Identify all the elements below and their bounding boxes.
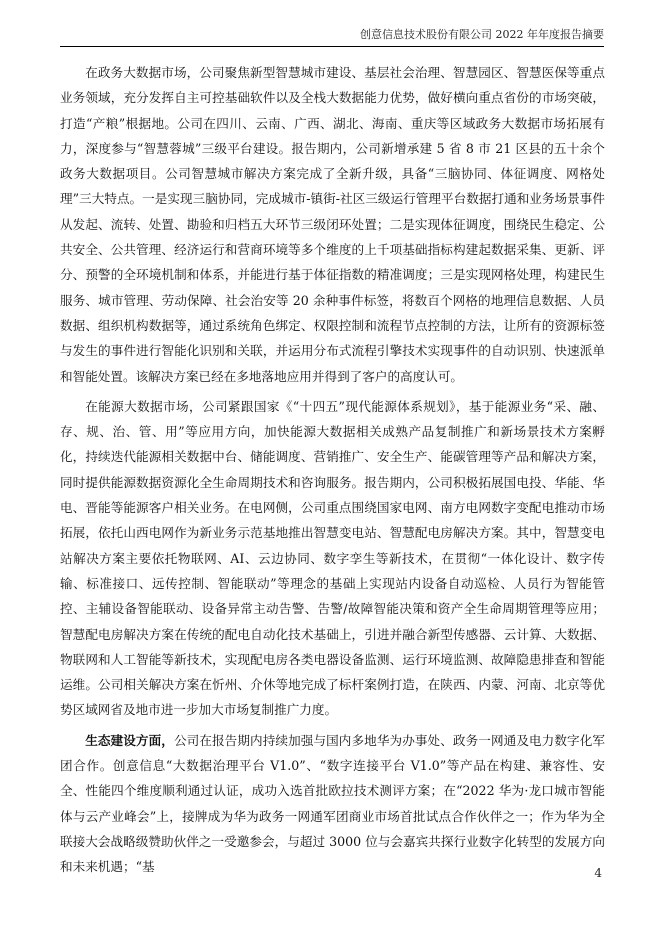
paragraph-text: 在政务大数据市场，公司聚焦新型智慧城市建设、基层社会治理、智慧园区、智慧医保等重点业务领域，充分发挥自主可控基础软件以及全栈大数据能力优势，做好横向重点省份的市场突破，打造“产粮”根据地。公司在四川、云南、广西、湖北、海南、重庆等区域政务大数据市场拓展有力，深度参与“智慧蓉城”三级平台建设。报告期内，公司新增承建 5 省 8 市 21 区县的五十余个政务大数据项目。公司智慧城市解决方案完成了全新升级，具备“三脑协同、体征调度、网格处理”三大特点。一是实现三脑协同，完成城市-镇街-社区三级运行管理平台数据打通和业务场景事件从发起、流转、处置、勘验和归档五大环节三级闭环处置；二是实现体征调度，围绕民生稳定、公共安全、公共管理、经济运行和营商环境等多个维度的上千项基础指标构建起数据采集、更新、评分、预警的全环境机制和体系，并能进行基于体征指数的精准调度；三是实现网格处理，构建民生服务、城市管理、劳动保障、社会治安等 20 余种事件标签，将数百个网格的地理信息数据、人员数据、组织机构数据等，通过系统角色绑定、权限控制和流程节点控制的方法，让所有的资源标签与发生的事件进行智能化识别和关联，并运用分布式流程引擎技术实现事件的自动识别、快速派单和智能处置。该解决方案已经在多地落地应用并得到了客户的高度认可。 [60, 65, 605, 384]
paragraph-government-big-data [60, 60, 605, 389]
paragraph-text: 在能源大数据市场，公司紧跟国家《“十四五”现代能源体系规划》，基于能源业务“采、融、存、规、治、管、用”等应用方向，加快能源大数据相关成熟产品复制推广和新场景技术方案孵化，持续迭代能源相关数据中台、储能调度、营销推广、安全生产、能碳管理等产品和解决方案，同时提供能源数据资源化全生命周期技术和咨询服务。报告期内，公司积极拓展国电投、华能、华电、晋能等能源客户相关业务。在电网侧，公司重点围绕国家电网、南方电网数字变配电推动市场拓展，依托山西电网作为新业务示范基地推出智慧变电站、智慧配电房解决方案。其中，智慧变电站解决方案主要依托物联网、AI、云边协同、数字孪生等新技术，在贯彻“一体化设计、数字传输、标准接口、远传控制、智能联动”等理念的基础上实现站内设备自动巡检、人员行为智能管控、主辅设备智能联动、设备异常主动告警、告警/故障智能决策和资产全生命周期管理等应用；智慧配电房解决方案在传统的配电自动化技术基础上，引进并融合新型传感器、云计算、大数据、物联网和人工智能等新技术，实现配电房各类电器设备监测、运行环境监测、故障隐患排查和智能运维。公司相关解决方案在忻州、介休等地完成了标杆案例打造，在陕西、内蒙、河南、北京等优势区域网省及地市进一步加大市场复制推广力度。 [60, 398, 605, 718]
page-number: 4 [594, 866, 602, 880]
header-title: 创意信息技术股份有限公司 2022 年年度报告摘要 [360, 28, 604, 41]
page-header [60, 26, 604, 47]
paragraph-ecosystem [60, 728, 605, 880]
paragraph-text: 公司在报告期内持续加强与国内多地华为办事处、政务一网通及电力数字化军团合作。创意信息“大数据治理平台 V1.0”、“数字连接平台 V1.0”等产品在构建、兼容性、安全、性能四个维度顺利通过认证，成功入选首批欧拉技术测评方案；在“2022 华为·龙口城市智能体与云产业峰会”上，接牌成为华为政务一网通军团商业市场首批试点合作伙伴之一；作为华为全联接大会战略级赞助伙伴之一受邀参会，与超过 3000 位与会嘉宾共探行业数字化转型的发展方向和未来机遇；“基 [60, 732, 606, 875]
document-body [60, 60, 605, 880]
paragraph-energy-big-data [60, 394, 605, 723]
paragraph-lead-heading: 生态建设方面， [85, 732, 174, 748]
